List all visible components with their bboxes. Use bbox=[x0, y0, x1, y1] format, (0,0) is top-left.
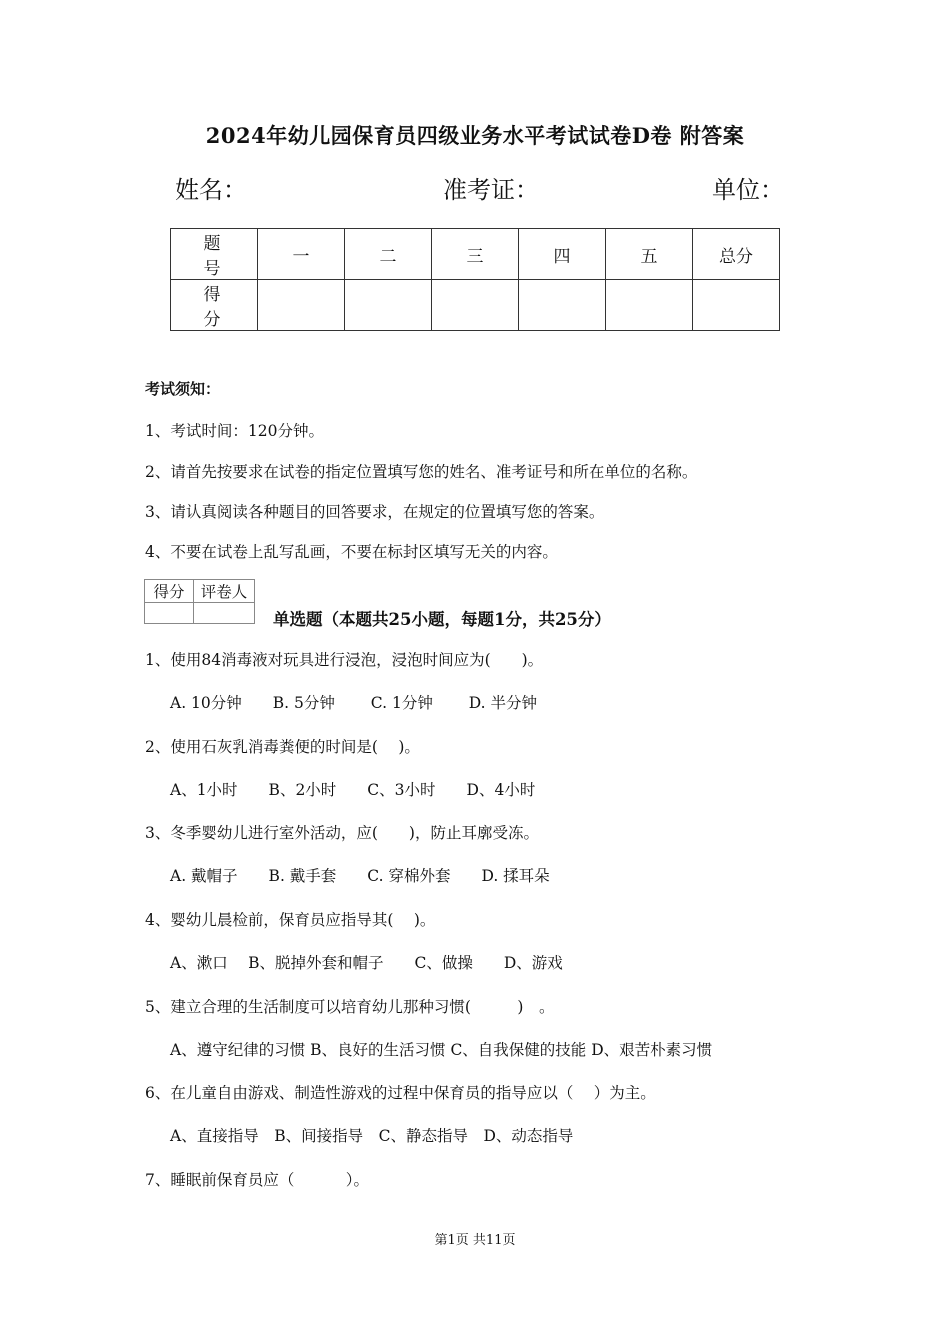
score-table-header-row bbox=[171, 229, 780, 280]
score-header-cell: 四 bbox=[519, 229, 606, 280]
question-options: A、遵守纪律的习惯 B、良好的生活习惯 C、自我保健的技能 D、艰苦朴素习惯 bbox=[170, 1041, 713, 1059]
score-row-label: 得 分 bbox=[171, 280, 258, 331]
exam-id-label: 准考证： bbox=[443, 176, 539, 204]
score-header-cell: 三 bbox=[432, 229, 519, 280]
question-options: A. 戴帽子 B. 戴手套 C. 穿棉外套 D. 揉耳朵 bbox=[170, 867, 550, 885]
score-table bbox=[170, 228, 780, 331]
score-cell bbox=[345, 280, 432, 331]
score-header-cell: 五 bbox=[606, 229, 693, 280]
question-text: 7、睡眠前保育员应（ ）。 bbox=[145, 1171, 370, 1189]
notice-title: 考试须知： bbox=[145, 380, 221, 398]
score-cell bbox=[519, 280, 606, 331]
unit-label: 单位： bbox=[712, 176, 784, 204]
grader-score-cell bbox=[145, 603, 194, 624]
question-text: 5、建立合理的生活制度可以培育幼儿那种习惯( ) 。 bbox=[145, 998, 555, 1016]
section-title: 单选题（本题共25小题，每题1分，共25分） bbox=[273, 610, 611, 629]
grader-score-label: 得分 bbox=[145, 580, 194, 603]
name-label: 姓名： bbox=[175, 176, 247, 204]
question-text: 2、使用石灰乳消毒粪便的时间是( )。 bbox=[145, 738, 420, 756]
question-text: 6、在儿童自由游戏、制造性游戏的过程中保育员的指导应以（ ）为主。 bbox=[145, 1084, 656, 1102]
question-options: A、1小时 B、2小时 C、3小时 D、4小时 bbox=[170, 781, 536, 799]
grader-name-cell bbox=[194, 603, 255, 624]
score-table-score-row bbox=[171, 280, 780, 331]
notice-item: 2、请首先按要求在试卷的指定位置填写您的姓名、准考证号和所在单位的名称。 bbox=[145, 463, 698, 481]
question-text: 4、婴幼儿晨检前，保育员应指导其( )。 bbox=[145, 911, 436, 929]
page-title: 2024年幼儿园保育员四级业务水平考试试卷D卷 附答案 bbox=[205, 123, 745, 148]
candidate-info-row bbox=[175, 170, 784, 206]
grader-name-label: 评卷人 bbox=[194, 580, 255, 603]
question-text: 3、冬季婴幼儿进行室外活动，应( )，防止耳廓受冻。 bbox=[145, 824, 539, 842]
score-header-cell: 一 bbox=[258, 229, 345, 280]
score-cell bbox=[258, 280, 345, 331]
score-header-cell: 题 号 bbox=[171, 229, 258, 280]
question-options: A、漱口 B、脱掉外套和帽子 C、做操 D、游戏 bbox=[170, 954, 563, 972]
score-cell bbox=[432, 280, 519, 331]
notice-item: 4、不要在试卷上乱写乱画，不要在标封区填写无关的内容。 bbox=[145, 543, 558, 561]
score-header-cell: 二 bbox=[345, 229, 432, 280]
score-cell bbox=[693, 280, 780, 331]
question-text: 1、使用84消毒液对玩具进行浸泡，浸泡时间应为( )。 bbox=[145, 651, 544, 669]
notice-item: 3、请认真阅读各种题目的回答要求，在规定的位置填写您的答案。 bbox=[145, 503, 605, 521]
score-header-cell: 总分 bbox=[693, 229, 780, 280]
grader-box bbox=[144, 579, 255, 624]
notice-item: 1、考试时间：120分钟。 bbox=[145, 422, 324, 440]
question-options: A. 10分钟 B. 5分钟 C. 1分钟 D. 半分钟 bbox=[170, 694, 537, 712]
question-options: A、直接指导 B、间接指导 C、静态指导 D、动态指导 bbox=[170, 1127, 574, 1145]
page-footer: 第1页 共11页 bbox=[434, 1233, 516, 1248]
score-cell bbox=[606, 280, 693, 331]
